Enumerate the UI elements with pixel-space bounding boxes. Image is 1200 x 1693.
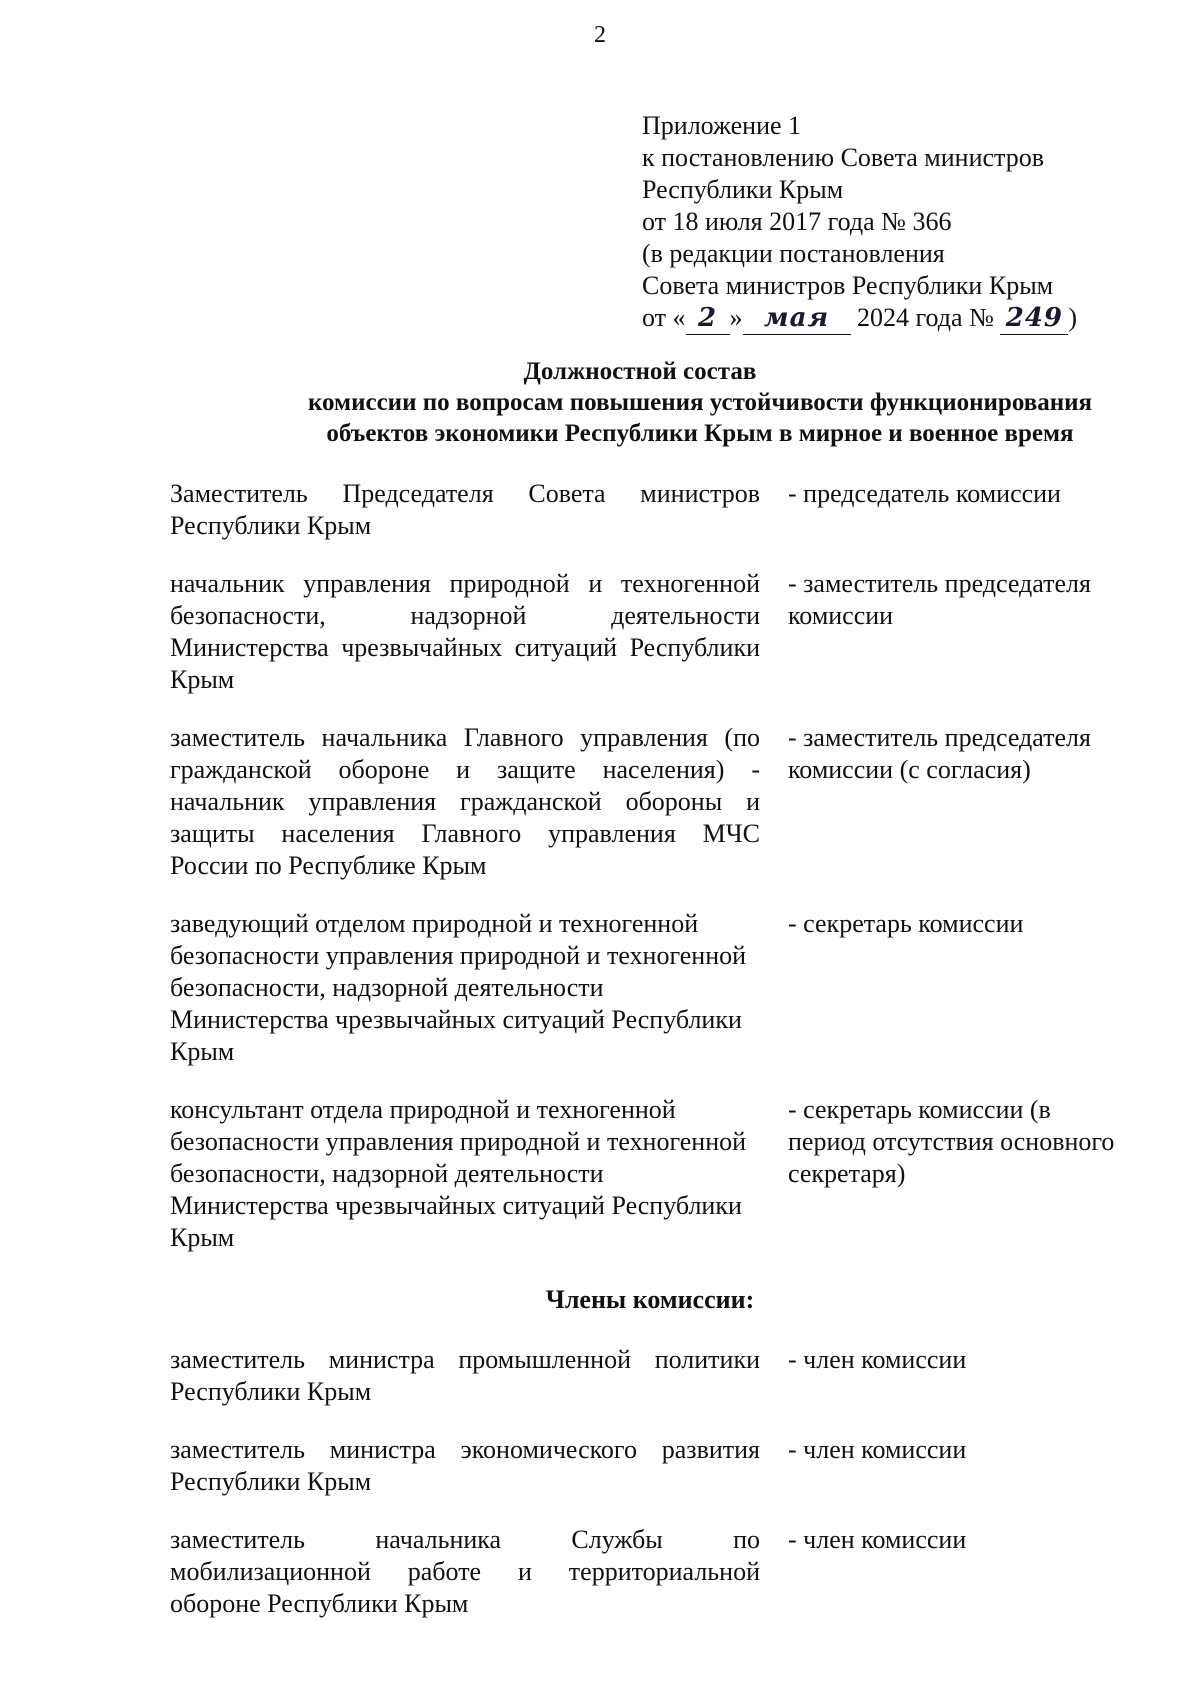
position-title: заведующий отделом природной и техногенной безопасности управления природной и техногенной безопасности, надзорной деятельности Министерства чрезвычайных ситуаций Республики Крым [170, 909, 747, 1066]
appendix-line: Совета министров Республики Крым [642, 271, 1054, 300]
handwritten-number: 249 [1000, 302, 1068, 335]
title-line: Должностной состав [523, 358, 757, 385]
list-item [170, 1524, 1170, 1620]
handwritten-day: 2 [686, 302, 730, 335]
list-item [170, 1344, 1170, 1408]
appendix-line: Республики Крым [642, 175, 844, 204]
commission-role: - член комиссии [788, 1525, 967, 1554]
commission-role: - член комиссии [788, 1435, 967, 1464]
position-title: заместитель министра экономического развития Республики Крым [170, 1435, 760, 1496]
commission-role: - председатель комиссии [788, 479, 1061, 508]
position-title: начальник управления природной и техногенной безопасности, надзорной деятельности Министерства чрезвычайных ситуаций Республики Крым [170, 569, 760, 694]
list-item [170, 1094, 1170, 1254]
commission-role: - секретарь комиссии [788, 909, 1024, 938]
handwritten-month: мая [743, 302, 851, 335]
commission-role: - секретарь комиссии (в период отсутствия основного секретаря) [788, 1095, 1115, 1188]
members-heading: Члены комиссии: [545, 1285, 755, 1314]
date-prefix: от « [642, 303, 686, 332]
date-year: 2024 года № [850, 303, 1001, 332]
list-item [170, 1434, 1170, 1498]
appendix-line: к постановлению Совета министров [642, 143, 1044, 172]
list-item [170, 722, 1170, 882]
document-title [0, 356, 1200, 449]
title-line: комиссии по вопросам повышения устойчивости функционирования [307, 389, 1093, 416]
page-number: 2 [594, 22, 606, 48]
list-item [170, 478, 1170, 542]
date-suffix: ) [1068, 303, 1078, 332]
position-title: Заместитель Председателя Совета министров Республики Крым [170, 479, 760, 540]
list-item [170, 568, 1170, 696]
position-title: консультант отдела природной и техногенной безопасности управления природной и техногенной безопасности, надзорной деятельности Министерства чрезвычайных ситуаций Республики Крым [170, 1095, 747, 1252]
appendix-line: (в редакции постановления [642, 239, 945, 268]
title-line: объектов экономики Республики Крым в мирное и военное время [326, 420, 1074, 447]
composition-list [170, 478, 1170, 1620]
list-item [170, 908, 1170, 1068]
commission-role: - член комиссии [788, 1345, 967, 1374]
position-title: заместитель министра промышленной политики Республики Крым [170, 1345, 760, 1406]
date-quote: » [729, 303, 743, 332]
commission-role: - заместитель председателя комиссии (с согласия) [788, 723, 1091, 784]
appendix-date-line [642, 302, 1162, 335]
appendix-block [642, 110, 1162, 335]
appendix-line: от 18 июля 2017 года № 366 [642, 207, 952, 236]
commission-role: - заместитель председателя комиссии [788, 569, 1091, 630]
appendix-line: Приложение 1 [642, 111, 802, 140]
position-title: заместитель начальника Главного управления (по гражданской обороне и защите населения) - начальник управления гражданской обороны и защиты населения Главного управления МЧС России по Республике Крым [170, 723, 760, 880]
position-title: заместитель начальника Службы по мобилизационной работе и территориальной обороне Республики Крым [170, 1525, 760, 1618]
